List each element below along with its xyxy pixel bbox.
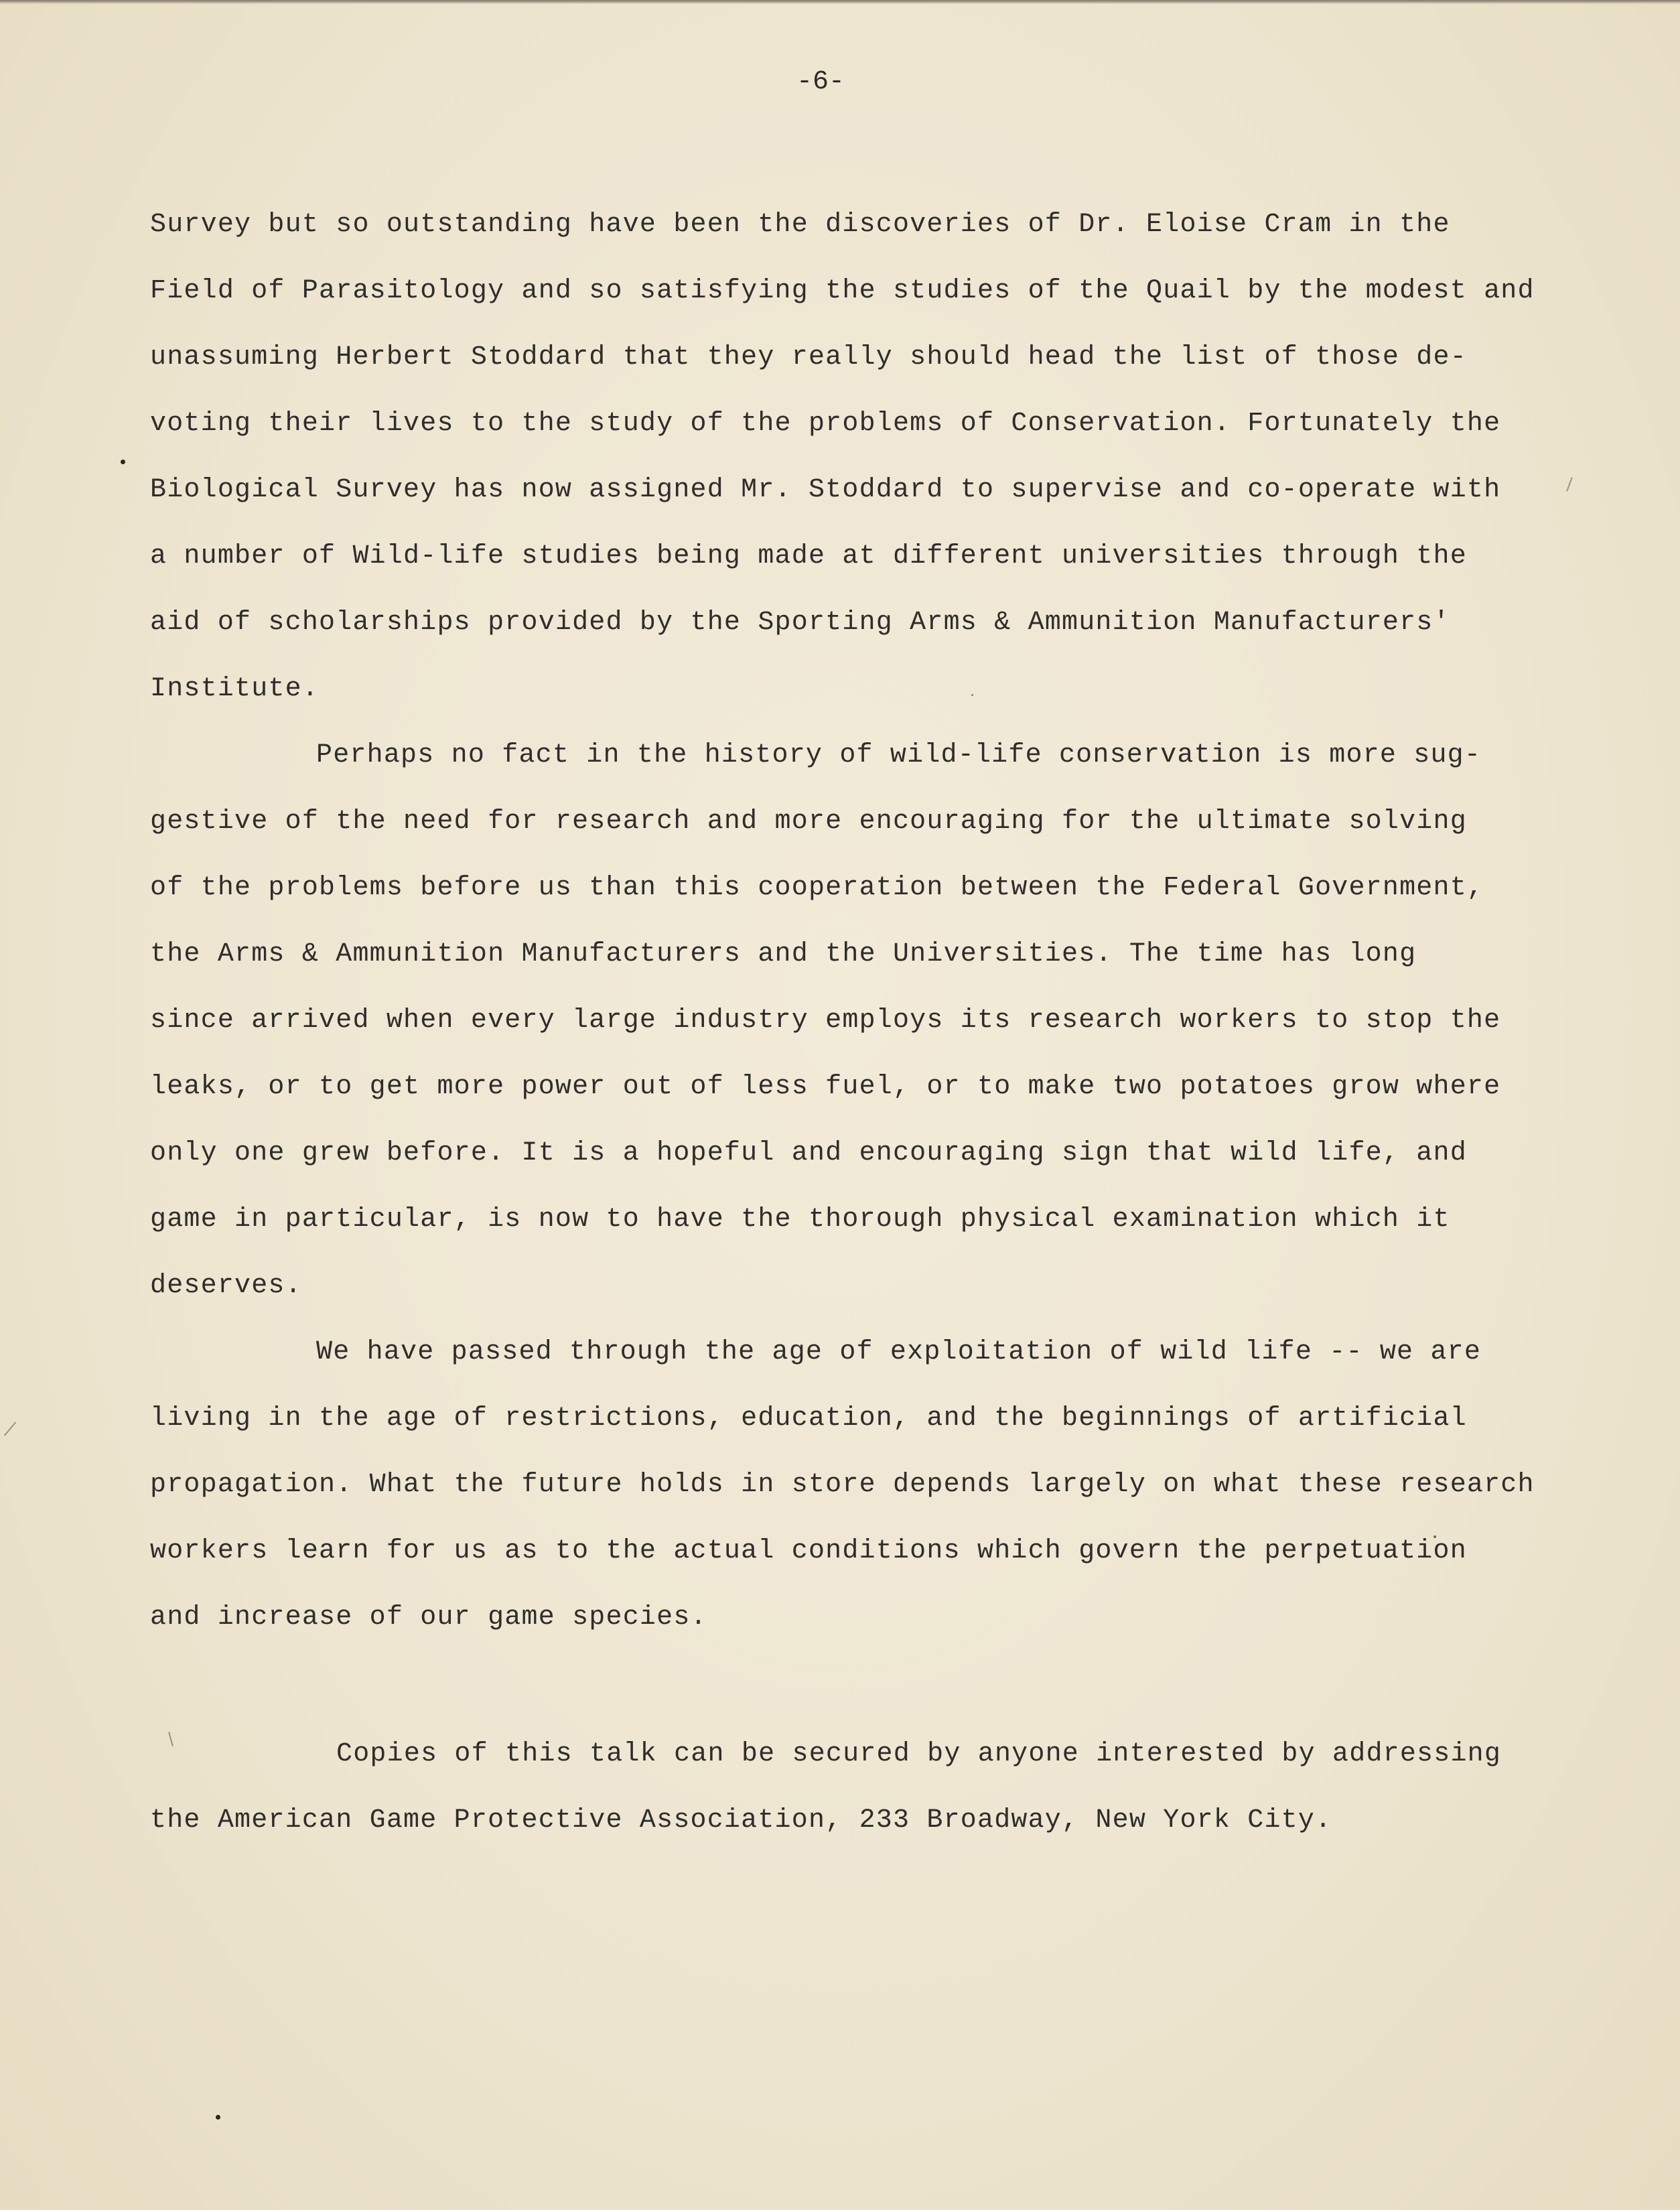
paper-mark xyxy=(4,1422,16,1436)
paper-speck xyxy=(216,2115,220,2120)
paper-speck xyxy=(121,460,125,464)
text-line: gestive of the need for research and more encouraging for the ultimate solving xyxy=(150,807,1467,837)
text-line: living in the age of restrictions, education, and the beginnings of artificial xyxy=(150,1403,1467,1434)
text-line: a number of Wild-life studies being made at different universities through the xyxy=(150,541,1467,571)
text-line: the American Game Protective Association, 233 Broadway, New York City. xyxy=(150,1805,1332,1836)
text-line: Field of Parasitology and so satisfying the studies of the Quail by the modest and xyxy=(150,276,1535,306)
text-line: Biological Survey has now assigned Mr. Stoddard to supervise and co-operate with xyxy=(150,475,1501,505)
text-line: unassuming Herbert Stoddard that they really should head the list of those de- xyxy=(150,342,1467,372)
text-line: aid of scholarships provided by the Sporting Arms & Ammunition Manufacturers' xyxy=(150,608,1450,638)
paper-top-edge xyxy=(0,0,1680,4)
text-line: since arrived when every large industry employs its research workers to stop the xyxy=(150,1006,1501,1036)
text-line: the Arms & Ammunition Manufacturers and the Universities. The time has long xyxy=(150,939,1417,969)
text-line: Copies of this talk can be secured by anyone interested by addressing xyxy=(336,1739,1502,1769)
paper-mark xyxy=(168,1732,173,1746)
text-line: game in particular, is now to have the thorough physical examination which it xyxy=(150,1204,1450,1235)
text-line: leaks, or to get more power out of less fuel, or to make two potatoes grow where xyxy=(150,1072,1501,1102)
text-line: deserves. xyxy=(150,1271,302,1301)
page-number: -6- xyxy=(796,67,845,97)
text-line: Institute. xyxy=(150,674,320,704)
paper-speck xyxy=(971,694,973,696)
text-line: workers learn for us as to the actual conditions which govern the perpetuation xyxy=(150,1536,1467,1566)
paper-mark xyxy=(1566,477,1572,491)
text-line: only one grew before. It is a hopeful and encouraging sign that wild life, and xyxy=(150,1138,1467,1168)
text-line: Survey but so outstanding have been the discoveries of Dr. Eloise Cram in the xyxy=(150,210,1450,240)
text-line: Perhaps no fact in the history of wild-life conservation is more sug- xyxy=(316,740,1482,770)
text-line: of the problems before us than this cooperation between the Federal Government, xyxy=(150,873,1484,903)
text-line: We have passed through the age of exploitation of wild life -- we are xyxy=(316,1337,1482,1367)
text-line: propagation. What the future holds in store depends largely on what these research xyxy=(150,1470,1535,1500)
text-line: voting their lives to the study of the problems of Conservation. Fortunately the xyxy=(150,409,1501,439)
text-line: and increase of our game species. xyxy=(150,1602,707,1633)
